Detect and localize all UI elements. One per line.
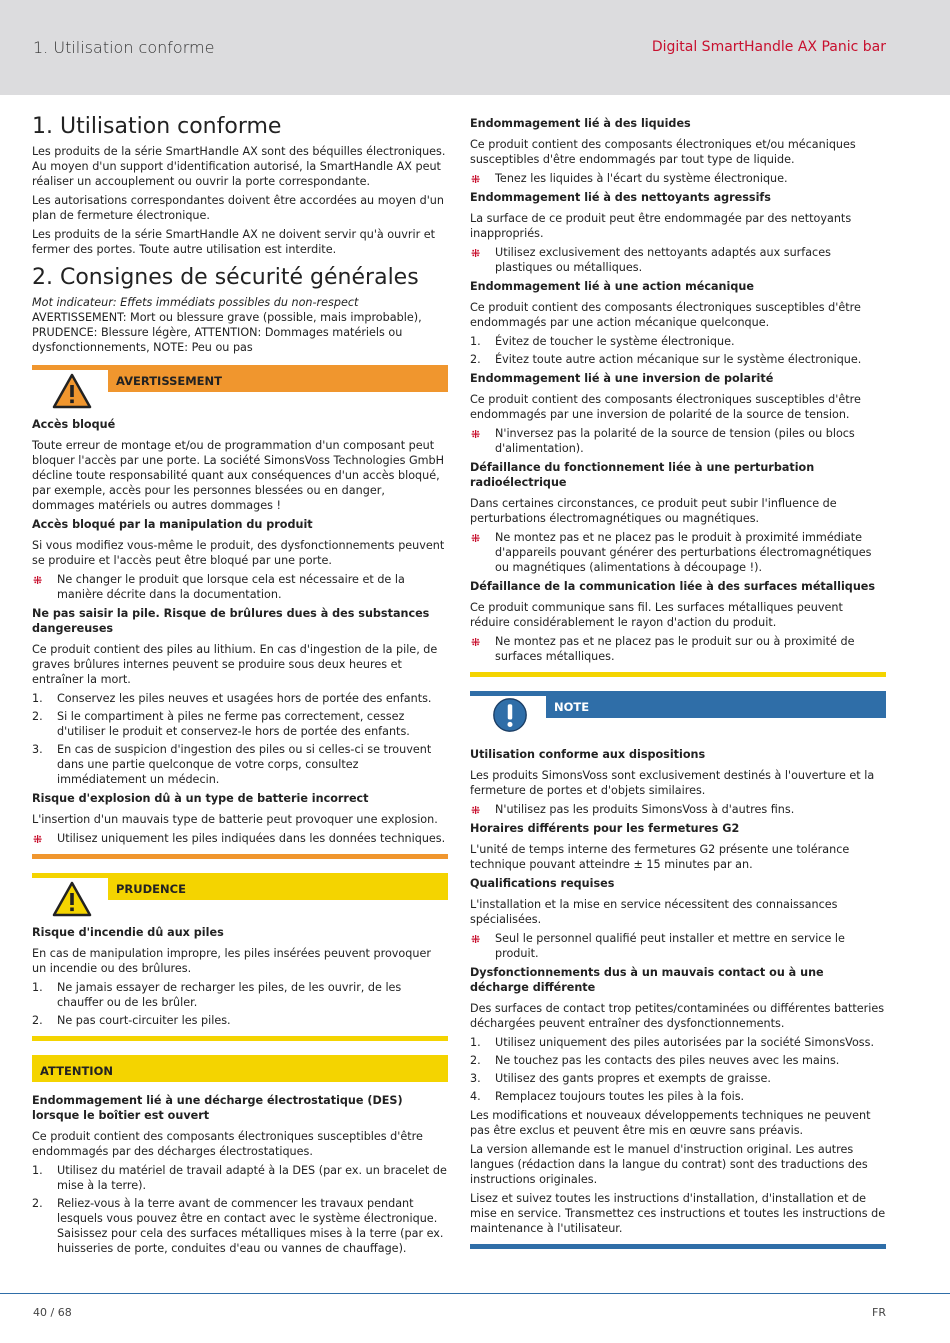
intro-paragraph: Les produits de la série SmartHandle AX sont des béquilles électroniques. Au moyen d'un support d'identification autorisé, la SmartHandle AX peut réaliser un accouplement ou ouvrir la porte correspondante. [32,145,446,188]
list-item: ⁜ N'inversez pas la polarité de la source de tension (piles ou blocs d'alimentation). [471,427,855,455]
list-item: 1. Ne jamais essayer de recharger les piles, de les ouvrir, de les chauffer ou de les brûler. [32,981,402,1009]
warning-subtitle: Accès bloqué [32,418,116,431]
list-item: 3. Utilisez des gants propres et exempts de graisse. [470,1072,771,1085]
list-item: ⁜ Utilisez exclusivement des nettoyants adaptés aux surfaces plastiques ou métalliques. [471,246,831,274]
warning-text: L'insertion d'un mauvais type de batterie peut provoquer une explosion. [32,813,438,826]
note-text: La version allemande est le manuel d'instruction original. Les autres langues (rédaction dans la langue du contrat) sont des traductions des instructions originales. [470,1143,868,1186]
section-2-title: 2. Consignes de sécurité générales [32,265,419,290]
right-column [470,114,886,1263]
caution-box-end [32,1036,448,1041]
note-text: L'installation et la mise en service nécessitent des connaissances spécialisées. [470,898,838,926]
list-item: 2. Si le compartiment à piles ne ferme pas correctement, cessez d'utiliser le produit et conservez-le hors de portée des enfants. [32,710,410,738]
attention-text: La surface de ce produit peut être endommagée par des nettoyants inappropriés. [470,212,852,240]
attention-subtitle: Endommagement lié à une décharge électrostatique (DES) lorsque le boîtier est ouvert [32,1094,403,1122]
bullet-icon: ⁜ [471,428,481,441]
list-item: 2. Ne pas court-circuiter les piles. [32,1014,231,1027]
language-code: FR [872,1306,886,1319]
note-text: Lisez et suivez toutes les instructions d'installation, d'installation et de mise en service. Transmettez ces instructions et toutes les instructions de maintenance à l'utilisateur. [470,1192,886,1235]
bullet-icon: ⁜ [471,532,481,545]
page-header [0,0,950,95]
left-column [32,112,448,1260]
list-item: 1. Utilisez du matériel de travail adapté à la DES (par ex. un bracelet de mise à la terre). [32,1164,447,1192]
warning-text: Ce produit contient des piles au lithium. En cas d'ingestion de la pile, de graves brûlures internes peuvent se produire sous deux heures et entraîner la mort. [32,643,438,686]
list-item: 1. Utilisez uniquement des piles autorisées par la société SimonsVoss. [470,1036,875,1049]
attention-subtitle: Défaillance de la communication liée à des surfaces métalliques [470,580,876,593]
attention-box-header [32,1055,448,1085]
list-item: 2. Ne touchez pas les contacts des piles neuves avec les mains. [470,1054,840,1067]
warning-subtitle: Risque d'explosion dû à un type de batterie incorrect [32,792,369,805]
header-product-name: Digital SmartHandle AX Panic bar [651,39,886,55]
attention-text: Ce produit contient des composants électroniques susceptibles d'être endommagés par une action mécanique quelconque. [470,301,861,329]
list-item: ⁜ Tenez les liquides à l'écart du système électronique. [471,172,788,186]
list-item: 2. Reliez-vous à la terre avant de commencer les travaux pendant lesquels vous pouvez être en contact avec le système électronique. Saisissez pour cela des surfaces métalliques mises à la terre (par ex. huisseries de porte, conduites d'eau ou vannes de chauffage). [32,1197,444,1255]
list-item: ⁜ Ne changer le produit que lorsque cela est nécessaire et de la manière décrite dans la documentation. [33,573,405,601]
warning-text: Toute erreur de montage et/ou de programmation d'un composant peut bloquer l'accès par une porte. La société SimonsVoss Technologies GmbH décline toute responsabilité quant aux conséquences d'un accès bloqué, par exemple, accès pour les personnes blessées ou en danger, dommages matériels ou autres dommages ! [32,439,445,512]
list-item: 1. Conservez les piles neuves et usagées hors de portée des enfants. [32,692,432,705]
attention-text: Ce produit contient des composants électroniques susceptibles d'être endommagés par une inversion de polarité de la source de tension. [470,393,861,421]
caution-triangle-icon [52,881,92,917]
list-item: ⁜ Utilisez uniquement les piles indiquées dans les données techniques. [33,832,446,846]
caution-box-header [32,873,448,917]
attention-label: ATTENTION [32,1060,448,1082]
attention-subtitle: Endommagement lié à des nettoyants agressifs [470,191,771,204]
note-subtitle: Qualifications requises [470,877,615,890]
attention-box-end [470,672,886,677]
bullet-icon: ⁜ [33,574,43,587]
list-item: ⁜ N'utilisez pas les produits SimonsVoss à d'autres fins. [471,803,795,817]
attention-text: Ce produit communique sans fil. Les surfaces métalliques peuvent réduire considérablement le rayon d'action du produit. [470,601,843,629]
bullet-icon: ⁜ [471,247,481,260]
footer-divider [0,1293,950,1294]
list-item: ⁜ Ne montez pas et ne placez pas le produit à proximité immédiate d'appareils pouvant générer des perturbations électromagnétiques ou magnétiques (alimentations à découpage !). [471,531,872,574]
attention-subtitle: Endommagement lié à une inversion de polarité [470,372,774,385]
list-item: 1. Évitez de toucher le système électronique. [470,335,735,348]
list-item: ⁜ Ne montez pas et ne placez pas le produit sur ou à proximité de surfaces métalliques. [471,635,855,663]
note-subtitle: Utilisation conforme aux dispositions [470,748,706,761]
attention-text: Ce produit contient des composants électroniques et/ou mécaniques susceptibles d'être endommagés par tout type de liquide. [470,138,856,166]
bullet-icon: ⁜ [33,833,43,846]
list-item: 2. Évitez toute autre action mécanique sur le système électronique. [470,353,862,366]
bullet-icon: ⁜ [471,804,481,817]
attention-text: Ce produit contient des composants électroniques susceptibles d'être endommagés par des décharges électrostatiques. [32,1130,423,1158]
intro-paragraph: Les produits de la série SmartHandle AX ne doivent servir qu'à ouvrir et fermer des portes. Toute autre utilisation est interdite. [32,228,436,256]
signal-word-legend: AVERTISSEMENT: Mort ou blessure grave (possible, mais improbable), PRUDENCE: Blessure légère, ATTENTION: Dommages matériels ou dysfonctionnements, NOTE: Peu ou pas [32,311,422,354]
page-number: 40 / 68 [33,1306,72,1319]
attention-subtitle: Endommagement lié à des liquides [470,117,691,130]
warning-subtitle: Ne pas saisir la pile. Risque de brûlures dues à des substances dangereuses [32,607,430,635]
warning-subtitle: Accès bloqué par la manipulation du produit [32,518,313,531]
note-box-header [470,691,886,739]
bullet-icon: ⁜ [471,636,481,649]
warning-text: Si vous modifiez vous-même le produit, des dysfonctionnements peuvent se produire et l'accès peut être bloqué par une porte. [32,539,445,567]
signal-word-legend-title: Mot indicateur: Effets immédiats possibles du non-respect [32,296,359,309]
note-text: Des surfaces de contact trop petites/contaminées ou différentes batteries déchargées peuvent entraîner des dysfonctionnements. [470,1002,885,1030]
note-subtitle: Dysfonctionnements dus à un mauvais contact ou à une décharge différente [470,966,824,994]
note-subtitle: Horaires différents pour les fermetures G2 [470,822,740,835]
note-text: Les produits SimonsVoss sont exclusivement destinés à l'ouverture et la fermeture de portes et d'objets similaires. [470,769,875,797]
bullet-icon: ⁜ [471,173,481,186]
exclamation-circle-icon [490,697,530,733]
warning-box-header [32,365,448,409]
note-label: NOTE [546,696,886,718]
attention-subtitle: Défaillance du fonctionnement liée à une perturbation radioélectrique [470,461,815,489]
attention-subtitle: Endommagement lié à une action mécanique [470,280,754,293]
caution-subtitle: Risque d'incendie dû aux piles [32,926,224,939]
caution-text: En cas de manipulation impropre, les piles insérées peuvent provoquer un incendie ou des brûlures. [32,947,431,975]
warning-triangle-icon [52,373,92,409]
list-item: 4. Remplacez toujours toutes les piles à la fois. [470,1090,745,1103]
header-section-title: 1. Utilisation conforme [33,38,215,57]
list-item: ⁜ Seul le personnel qualifié peut installer et mettre en service le produit. [471,932,845,960]
intro-paragraph: Les autorisations correspondantes doivent être accordées au moyen d'un plan de fermeture électronique. [32,194,444,222]
note-text: Les modifications et nouveaux développements techniques ne peuvent pas être exclus et peuvent être mis en œuvre sans préavis. [470,1109,871,1137]
bullet-icon: ⁜ [471,933,481,946]
warning-label: AVERTISSEMENT [108,370,448,392]
section-1-title: 1. Utilisation conforme [32,114,282,139]
caution-label: PRUDENCE [108,878,448,900]
list-item: 3. En cas de suspicion d'ingestion des piles ou si celles-ci se trouvent dans une partie quelconque de votre corps, consultez immédiatement un médecin. [32,743,432,786]
note-text: L'unité de temps interne des fermetures G2 présente une tolérance technique pouvant atteindre ± 15 minutes par an. [470,843,850,871]
attention-text: Dans certaines circonstances, ce produit peut subir l'influence de perturbations électromagnétiques ou magnétiques. [470,497,837,525]
note-box-end [470,1244,886,1249]
warning-box-end [32,854,448,859]
